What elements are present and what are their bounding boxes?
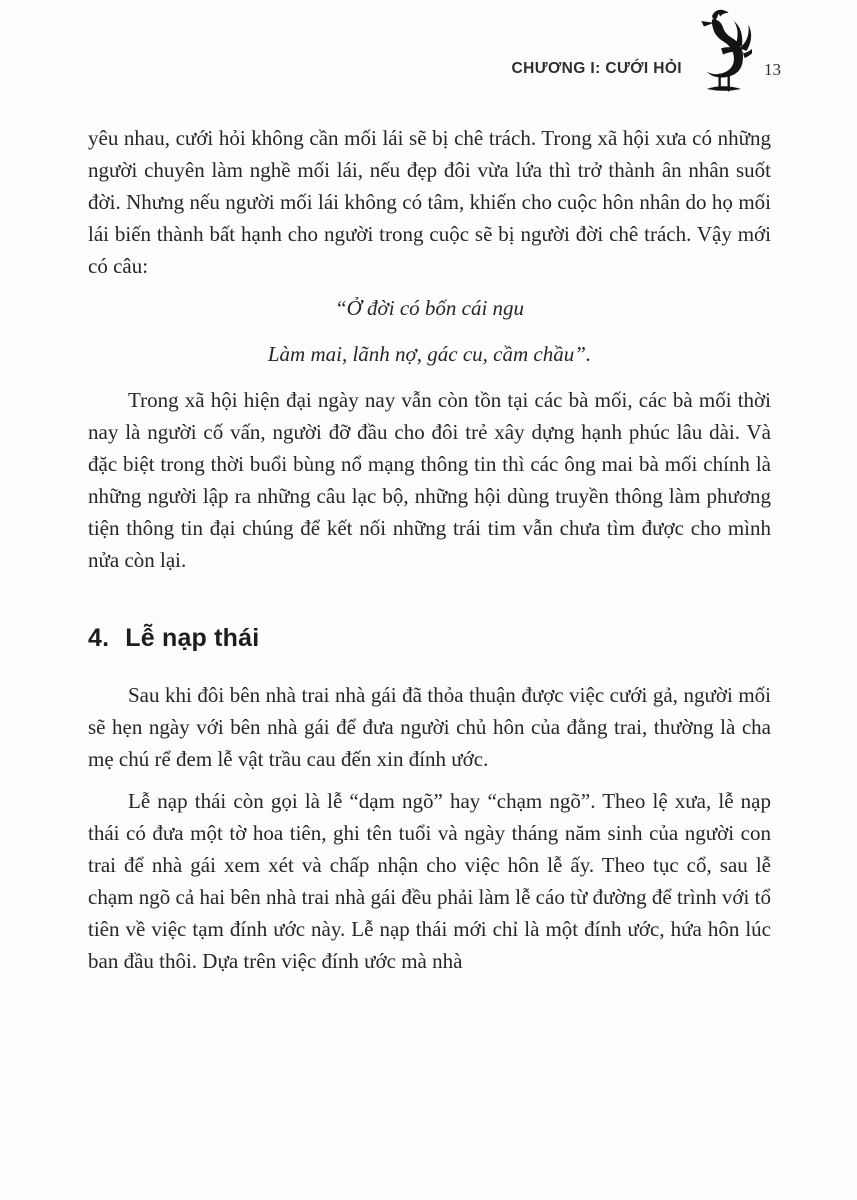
paragraph-le-nap-thai-2: Lễ nạp thái còn gọi là lễ “dạm ngõ” hay “chạm ngõ”. Theo lệ xưa, lễ nạp thái có đưa một tờ hoa tiên, ghi tên tuổi và ngày tháng năm sinh của người con trai để nhà gái xem xét và chấp nhận cho việc hôn lễ ấy. Theo tục cổ, sau lễ chạm ngõ cả hai bên nhà trai nhà gái đều phải làm lễ cáo từ đường để trình với tổ tiên về việc tạm đính ước này. Lễ nạp thái mới chỉ là một đính ước, hứa hôn lúc ban đầu thôi. Dựa trên việc đính ước mà nhà (88, 789, 771, 973)
page-header (512, 6, 781, 94)
paragraph-matchmakers: Trong xã hội hiện đại ngày nay vẫn còn tồn tại các bà mối, các bà mối thời nay là người cố vấn, người đỡ đầu cho đôi trẻ xây dựng hạnh phúc lâu dài. Và đặc biệt trong thời buổi bùng nổ mạng thông tin thì các ông mai bà mối chính là những người lập ra những câu lạc bộ, những hội dùng truyền thông làm phương tiện thông tin đại chúng để kết nối những trái tim vẫn chưa tìm được cho mình nửa còn lại. (88, 388, 771, 572)
quote-line-2: Làm mai, lãnh nợ, gác cu, cầm chầu”. (267, 342, 592, 366)
page-number: 13 (764, 60, 781, 79)
page-body (88, 122, 771, 987)
section-title: Lễ nạp thái (125, 624, 260, 652)
section-heading (88, 624, 771, 653)
quote-line-1: “Ở đời có bốn cái ngu (334, 296, 525, 320)
phoenix-icon (694, 6, 752, 94)
section-number: 4. (88, 624, 110, 652)
paragraph-intro: yêu nhau, cưới hỏi không cần mối lái sẽ bị chê trách. Trong xã hội xưa có những người chuyên làm nghề mối lái, nếu đẹp đôi vừa lứa thì trở thành ân nhân suốt đời. Nhưng nếu người mối lái không có tâm, khiến cho cuộc hôn nhân do họ mối lái biến thành bất hạnh cho người trong cuộc sẽ bị người đời chê trách. Vậy mới có câu: (88, 126, 771, 278)
chapter-title: CHƯƠNG I: CƯỚI HỎI (511, 60, 682, 77)
paragraph-le-nap-thai-1: Sau khi đôi bên nhà trai nhà gái đã thỏa thuận được việc cưới gả, người mối sẽ hẹn ngày với bên nhà gái để đưa người chủ hôn của đằng trai, thường là cha mẹ chú rể đem lễ vật trầu cau đến xin đính ước. (88, 683, 771, 771)
